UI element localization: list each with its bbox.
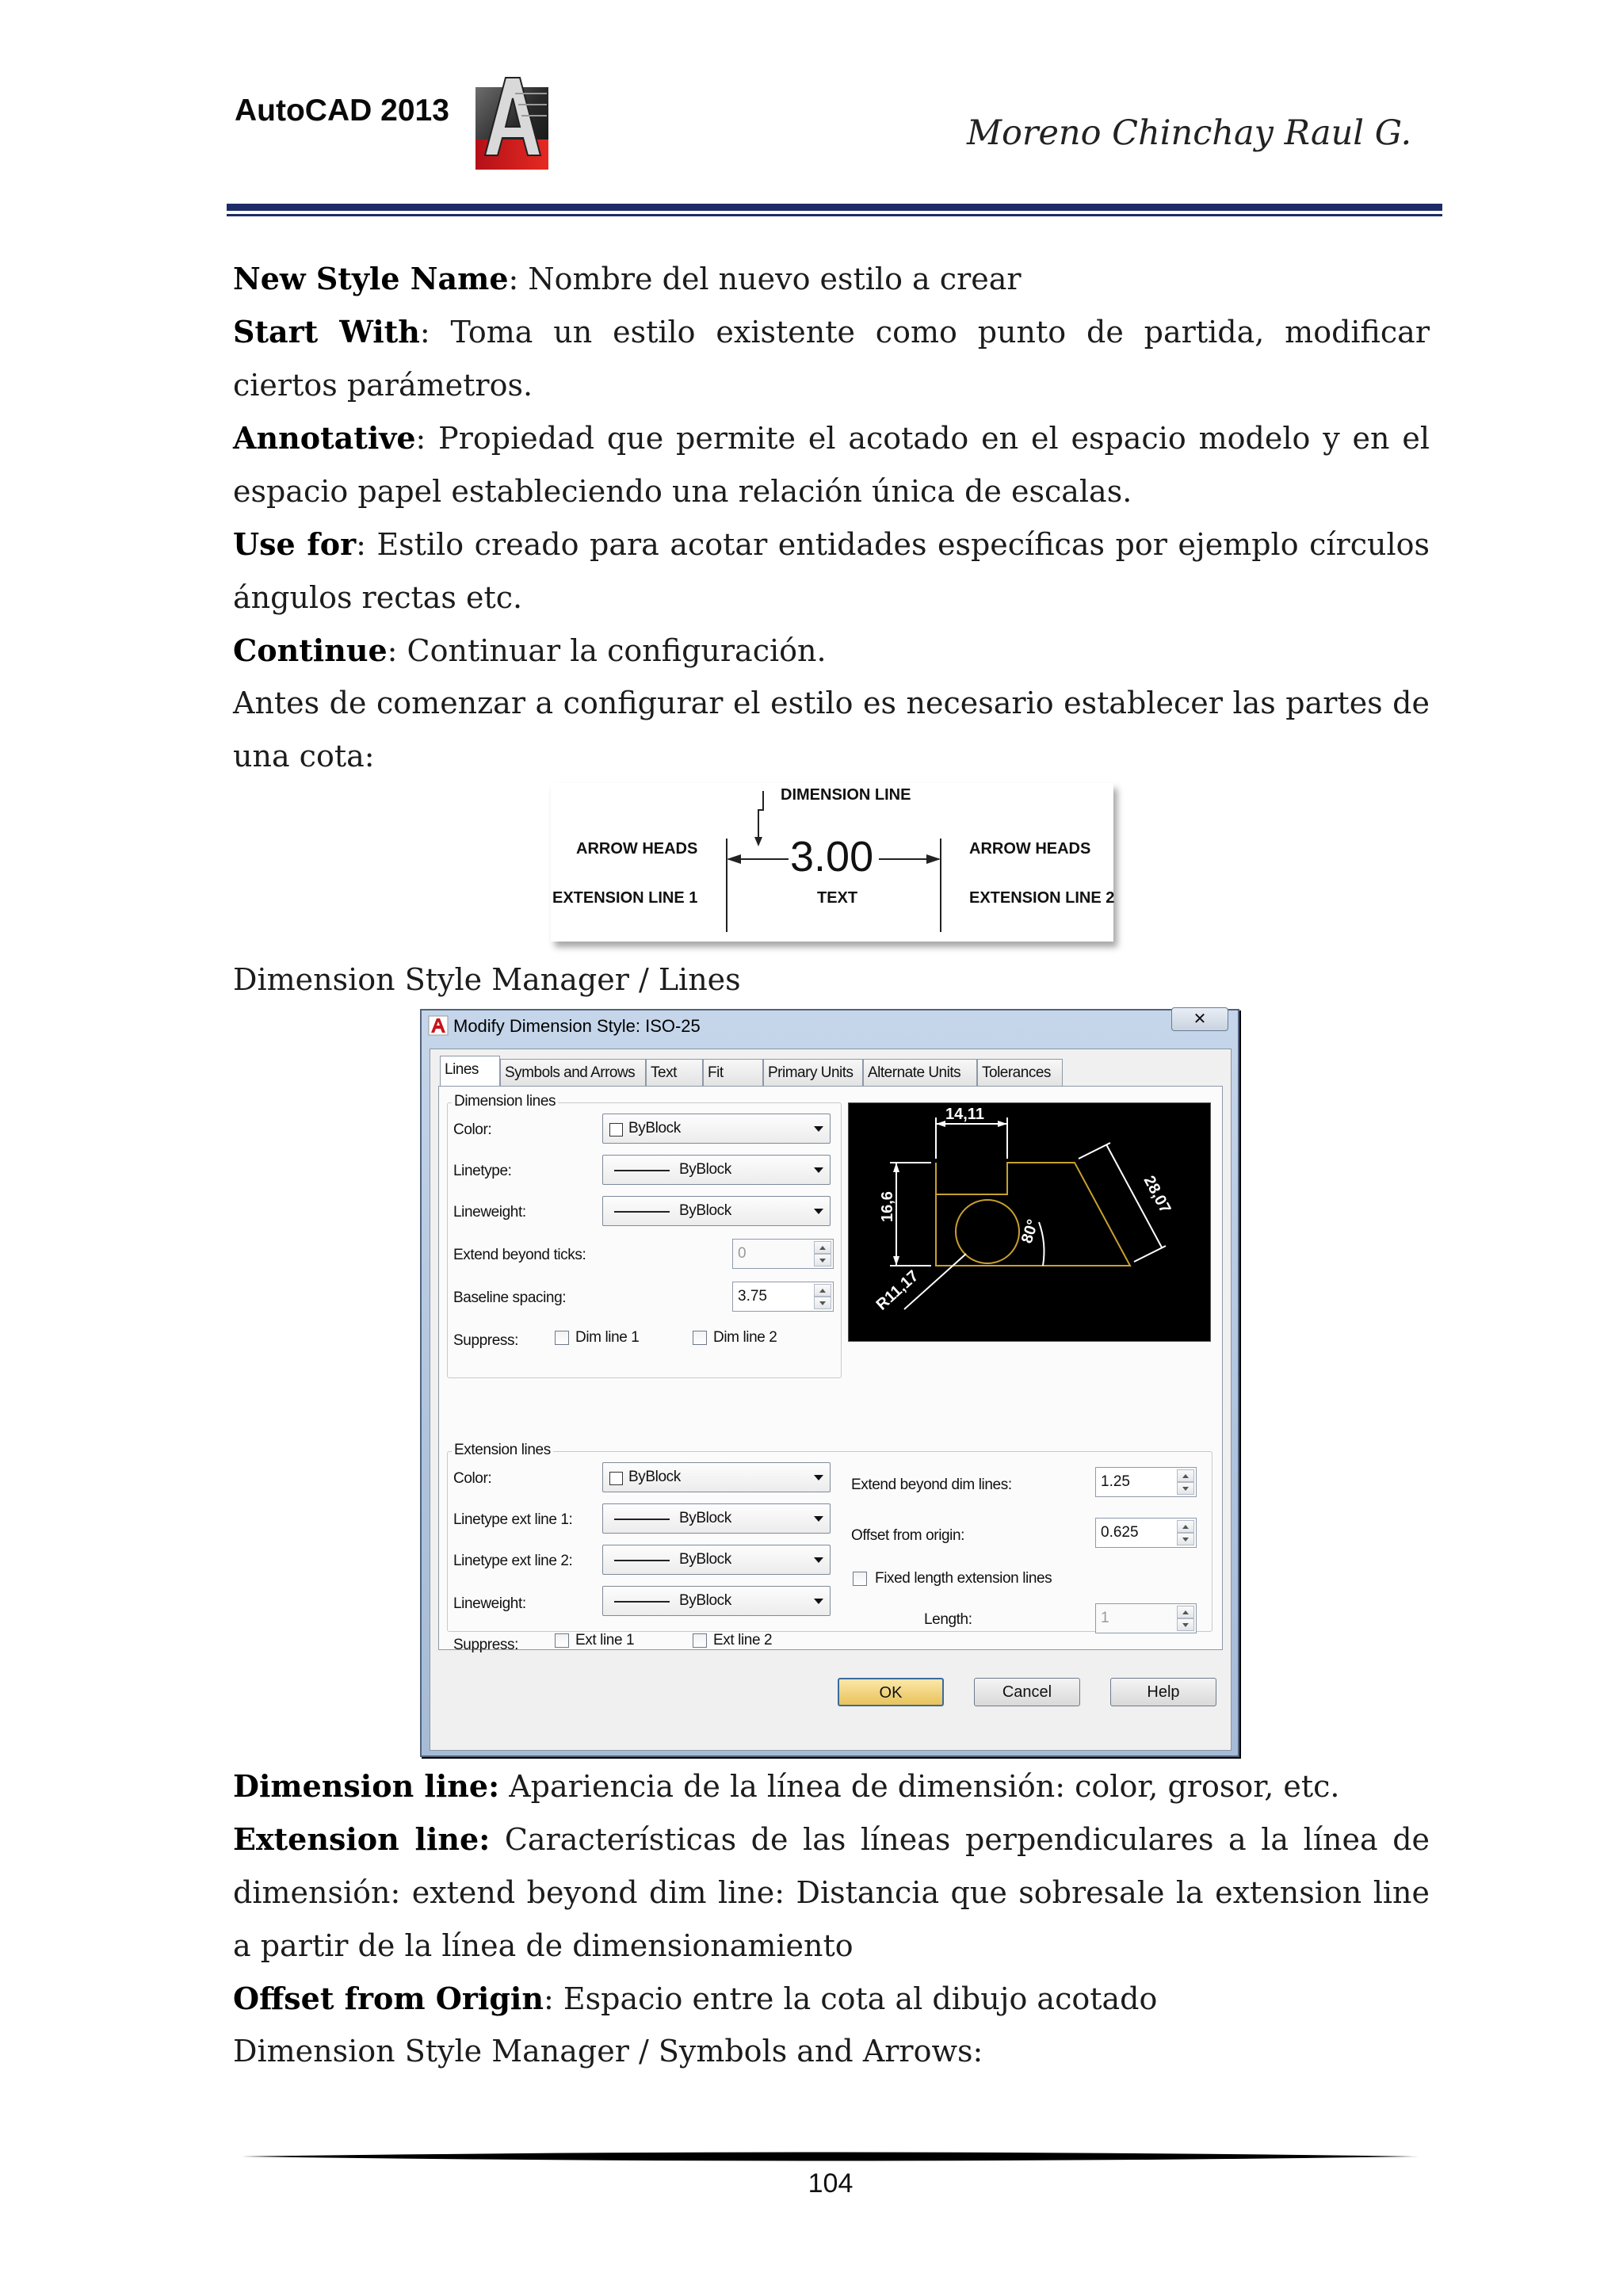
term: Use for [233, 526, 357, 562]
autocad-logo [468, 70, 551, 173]
spin-down-icon[interactable] [1177, 1482, 1194, 1495]
chevron-down-icon [814, 1557, 823, 1563]
chevron-down-icon [814, 1475, 823, 1480]
line-sample-icon [614, 1211, 670, 1213]
term: New Style Name [233, 261, 509, 296]
ext-line1-checkbox[interactable] [555, 1633, 569, 1648]
header-product-title: AutoCAD 2013 [235, 94, 449, 128]
header-divider [227, 204, 1442, 211]
ext-color-dropdown[interactable] [602, 1462, 831, 1492]
dim-line1-checkbox[interactable] [555, 1331, 569, 1345]
dialog-title: Modify Dimension Style: ISO-25 [453, 1016, 701, 1036]
paragraph-offset-origin [233, 1972, 1430, 2026]
extend-dim-lines-label: Extend beyond dim lines: [851, 1477, 1012, 1493]
dim-lineweight-dropdown[interactable] [602, 1196, 831, 1226]
ext-lineweight-value: ByBlock [679, 1592, 731, 1609]
extend-ticks-label: Extend beyond ticks: [453, 1247, 586, 1263]
dim-linetype-value: ByBlock [679, 1161, 731, 1178]
header-divider-thin [227, 214, 1442, 216]
tab-symbols-and-arrows[interactable]: Symbols and Arrows [500, 1059, 646, 1086]
ext-color-label: Color: [453, 1470, 492, 1487]
paragraph-start-with [233, 305, 1430, 412]
label-extension-line-1: EXTENSION LINE 1 [552, 889, 698, 907]
label-arrow-heads-left: ARROW HEADS [576, 840, 698, 858]
extend-dim-lines-value: 1.25 [1101, 1473, 1130, 1490]
definition: : Continuar la configuración. [387, 633, 827, 668]
linetype-ext2-label: Linetype ext line 2: [453, 1553, 573, 1569]
spin-down-icon[interactable] [1177, 1533, 1194, 1545]
baseline-spacing-value: 3.75 [738, 1288, 767, 1305]
definition: : Nombre del nuevo estilo a crear [508, 262, 1022, 296]
label-extension-line-2: EXTENSION LINE 2 [969, 889, 1115, 907]
paragraph-text: Antes de comenzar a configurar el estilo es necesario establecer las partes de una cota: [233, 686, 1430, 774]
modify-dimension-style-dialog [420, 1009, 1239, 1757]
baseline-spacing-spinner[interactable] [732, 1282, 834, 1312]
linetype-ext1-value: ByBlock [679, 1510, 731, 1526]
spin-up-icon[interactable] [1177, 1520, 1194, 1533]
extend-dim-lines-spinner[interactable] [1095, 1467, 1197, 1497]
spin-up-icon[interactable] [814, 1284, 831, 1297]
baseline-spacing-label: Baseline spacing: [453, 1289, 567, 1306]
term: Dimension line: [233, 1768, 500, 1804]
section-heading-lines: Dimension Style Manager / Lines [233, 962, 741, 997]
paragraph-antes [233, 677, 1430, 783]
length-value: 1 [1101, 1610, 1109, 1626]
label-arrow-heads-right: ARROW HEADS [969, 840, 1091, 858]
ok-button[interactable]: OK [838, 1678, 944, 1706]
help-button[interactable]: Help [1110, 1678, 1216, 1706]
paragraph-annotative [233, 411, 1430, 518]
dim-color-value: ByBlock [628, 1120, 681, 1137]
tab-panel-lines [438, 1086, 1223, 1653]
dim-lineweight-label: Lineweight: [453, 1204, 526, 1221]
definition: : Toma un estilo existente como punto de partida, modificar ciertos parámetros. [233, 315, 1430, 403]
paragraph-extension-line [233, 1813, 1430, 1973]
footer-divider [242, 2151, 1419, 2162]
term: Continue [233, 632, 388, 668]
paragraph-dimension-line [233, 1759, 1430, 1813]
linetype-ext2-dropdown[interactable] [602, 1545, 831, 1575]
tab-lines[interactable]: Lines [440, 1056, 500, 1087]
fixed-length-label: Fixed length extension lines [875, 1570, 1052, 1587]
dialog-body [430, 1049, 1232, 1751]
definition: Características de las líneas perpendiculares a la línea de dimensión: extend beyond dim line: Distancia que sobresale la extension line a partir de la línea de dimensionamiento [233, 1822, 1430, 1963]
chevron-down-icon [814, 1209, 823, 1214]
section-heading-symbols-arrows: Dimension Style Manager / Symbols and Arrows: [233, 2034, 983, 2069]
color-swatch [609, 1123, 623, 1137]
linetype-ext1-dropdown[interactable] [602, 1503, 831, 1534]
group-title-extension-lines: Extension lines [452, 1442, 553, 1459]
ext-line2-label: Ext line 2 [713, 1632, 773, 1648]
tab-tolerances[interactable]: Tolerances [977, 1059, 1063, 1086]
style-preview [848, 1102, 1211, 1342]
color-swatch [609, 1472, 623, 1485]
close-button[interactable]: ✕ [1171, 1007, 1228, 1031]
line-sample-icon [614, 1170, 670, 1171]
linetype-ext2-value: ByBlock [679, 1551, 731, 1568]
chevron-down-icon [814, 1167, 823, 1173]
spin-up-icon[interactable] [1177, 1469, 1194, 1482]
length-spinner[interactable] [1095, 1603, 1197, 1633]
definition: : Propiedad que permite el acotado en el espacio modelo y en el espacio papel estableciendo una relación única de escalas. [233, 421, 1430, 509]
preview-dim-radius: R11,17 [873, 1266, 922, 1314]
term: Annotative [233, 420, 416, 456]
spin-down-icon[interactable] [814, 1254, 831, 1266]
dim-lineweight-value: ByBlock [679, 1202, 731, 1219]
header-author: Moreno Chinchay Raul G. [967, 113, 1412, 153]
term: Start With [233, 314, 420, 350]
dim-line2-label: Dim line 2 [713, 1329, 777, 1346]
tab-primary-units[interactable]: Primary Units [763, 1059, 863, 1086]
line-sample-icon [614, 1560, 670, 1561]
preview-dim-angle: 80° [1018, 1217, 1043, 1246]
preview-dim-right: 28,07 [1140, 1173, 1174, 1217]
ext-color-value: ByBlock [628, 1469, 681, 1485]
page-number: 104 [808, 2168, 854, 2199]
paragraph-use-for [233, 518, 1430, 625]
definition: Apariencia de la línea de dimensión: color, grosor, etc. [499, 1769, 1340, 1804]
paragraph-new-style-name [233, 252, 1430, 306]
spin-down-icon[interactable] [1177, 1618, 1194, 1631]
line-sample-icon [614, 1601, 670, 1603]
ext-line1-label: Ext line 1 [575, 1632, 635, 1648]
spin-up-icon[interactable] [814, 1241, 831, 1254]
preview-dim-left: 16,6 [879, 1191, 896, 1222]
label-dimension-line: DIMENSION LINE [781, 786, 911, 804]
tab-text[interactable]: Text [646, 1059, 703, 1086]
dim-line1-label: Dim line 1 [575, 1329, 640, 1346]
definition: : Espacio entre la cota al dibujo acotado [544, 1981, 1158, 2016]
label-dimension-value: 3.00 [790, 833, 874, 881]
dialog-titlebar[interactable] [422, 1010, 1238, 1047]
group-title-dimension-lines: Dimension lines [452, 1093, 558, 1110]
chevron-down-icon [814, 1599, 823, 1604]
ext-line2-checkbox[interactable] [693, 1633, 707, 1648]
tab-fit[interactable]: Fit [703, 1059, 763, 1086]
dim-color-dropdown[interactable] [602, 1114, 831, 1144]
offset-origin-label: Offset from origin: [851, 1527, 965, 1544]
dim-suppress-label: Suppress: [453, 1332, 518, 1349]
autocad-app-icon [428, 1015, 449, 1036]
definition: : Estilo creado para acotar entidades específicas por ejemplo círculos ángulos rectas etc. [233, 527, 1430, 615]
fixed-length-checkbox[interactable] [853, 1572, 867, 1586]
offset-origin-value: 0.625 [1101, 1524, 1139, 1541]
linetype-ext1-label: Linetype ext line 1: [453, 1511, 573, 1528]
cancel-button[interactable]: Cancel [974, 1678, 1080, 1706]
length-label: Length: [924, 1611, 972, 1628]
term: Offset from Origin [233, 1981, 544, 2016]
dim-line2-checkbox[interactable] [693, 1331, 707, 1345]
preview-dim-top: 14,11 [945, 1106, 984, 1123]
tab-alternate-units[interactable]: Alternate Units [863, 1059, 977, 1086]
line-sample-icon [614, 1519, 670, 1520]
spin-up-icon[interactable] [1177, 1606, 1194, 1618]
preview-drawing [849, 1103, 1210, 1341]
chevron-down-icon [814, 1516, 823, 1522]
ext-lineweight-dropdown[interactable] [602, 1586, 831, 1616]
offset-origin-spinner[interactable] [1095, 1518, 1197, 1548]
extend-ticks-spinner[interactable] [732, 1239, 834, 1269]
chevron-down-icon [814, 1126, 823, 1132]
ext-lineweight-label: Lineweight: [453, 1595, 526, 1612]
term: Extension line: [233, 1821, 491, 1857]
paragraph-continue [233, 624, 1430, 678]
ext-suppress-label: Suppress: [453, 1637, 518, 1653]
extend-ticks-value: 0 [738, 1245, 747, 1262]
dim-color-label: Color: [453, 1121, 492, 1138]
dim-linetype-dropdown[interactable] [602, 1155, 831, 1185]
label-text: TEXT [817, 889, 858, 907]
dimension-parts-diagram [551, 783, 1113, 942]
dim-linetype-label: Linetype: [453, 1163, 512, 1179]
spin-down-icon[interactable] [814, 1297, 831, 1309]
